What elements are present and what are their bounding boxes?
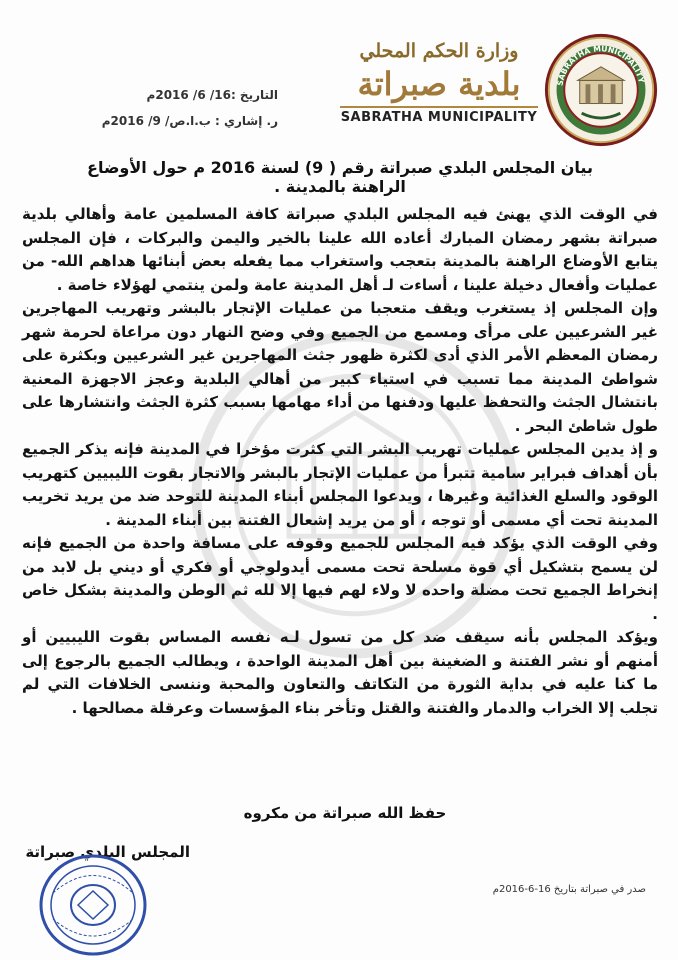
official-stamp-icon bbox=[38, 853, 148, 957]
closing-prayer: حفظ الله صبراتة من مكروه bbox=[243, 804, 447, 822]
issued-note: صدر في صبراتة بتاريخ 16-6-2016م bbox=[492, 884, 646, 895]
statement-body bbox=[22, 203, 658, 720]
paragraph-4: وفي الوقت الذي يؤكد فيه المجلس للجميع وقوفه على مسافة واحدة من الجميع فإنه لن يسمح بتشكيل أي قوة مسلحة تحت مسمى أيدولوجي أو فكري أو ديني بل لابد من إنخراط الجميع تحت مضلة واحده لا ولاء لهم فيها إلا لله ثم الوطن والمدينة بشكل خاص . bbox=[22, 534, 658, 623]
reference-line: ر. إشاري : ب.ا.ص/ 9/ 2016م bbox=[101, 114, 278, 128]
paragraph-5: ويؤكد المجلس بأنه سيقف ضد كل من تسول لـه نفسه المساس بقوت الليبيين أو أمنهم أو نشر الفتنة و الضغينة بين أهل المدينة الواحدة ، ويطالب الجميع بالرجوع إلى ما كنا عليه في بداية الثورة من التكاتف والتعاون والمحبة وننسى الخلافات التي لم تجلب إلا الخراب والدمار والفتنة والقتل وتأخر بناء المؤسسات وعرقلة مصالحها . bbox=[22, 628, 658, 717]
municipality-seal-icon bbox=[543, 32, 659, 148]
paragraph-2: وإن المجلس إذ يستغرب ويقف متعجبا من عمليات الإتجار بالبشر وتهريب المهاجرين غير الشرعيين على مرأى ومسمع من الجميع وفي وضح النهار دون مراعاة لحرمة شهر رمضان المعظم الأمر الذي أدى لكثرة ظهور جثث المهاجرين غير الشرعيين وبكثرة على شواطئ المدينة مما تسبب في استياء كبير من أهالي البلدية وعجز الاجهزة المعنية بانتشال الجثث والتحفظ عليها ودفنها من أداء مهامها بسبب كثرة الجثث وانتشارها على طول شاطئ البحر . bbox=[22, 299, 658, 435]
ministry-header bbox=[340, 40, 538, 125]
reference-block bbox=[78, 82, 278, 134]
ministry-name: وزارة الحكم المحلي bbox=[359, 40, 519, 62]
municipality-name-en: SABRATHA MUNICIPALITY bbox=[340, 106, 538, 125]
paragraph-3: و إذ يدين المجلس عمليات تهريب البشر التي كثرت مؤخرا في المدينة فإنه يذكر الجميع بأن أهداف فبراير سامية تتبرأ من عمليات الإتجار بالبشر والاتجار بقوت الليبيين كتهريب الوقود والسلع الغذائية وغيرها ، ويدعوا المجلس أبناء المدينة للتوحد ضد من يريد تخريب المدينة تحت أي مسمى أو توجه ، أو من يريد إشعال الفتنة بين أبناء المدينة . bbox=[22, 440, 658, 529]
statement-title: بيان المجلس البلدي صبراتة رقم ( 9) لسنة 2016 م حول الأوضاع الراهنة بالمدينة . bbox=[87, 158, 593, 196]
date-line: التاريخ :16/ 6/ 2016م bbox=[146, 88, 278, 102]
municipality-name-ar: بلدية صبراتة bbox=[357, 65, 521, 103]
paragraph-1: في الوقت الذي يهنئ فيه المجلس البلدي صبراتة كافة المسلمين عامة وأهالي بلدية صبراتة بشهر رمضان المبارك أعاده الله علينا بالخير واليمن والبركات ، فإن المجلس يتابع الأوضاع الراهنة بالمدينة بتعجب واستغراب مما يفعله بعض أبنائها هداهم الله- من عمليات وأفعال دخيلة علينا ، أساءت لـ أهل المدينة عامة ولمن ينتمي لهؤلاء خاصة . bbox=[22, 205, 658, 294]
seal-text: SABRATHA MUNICIPALITY bbox=[555, 44, 646, 87]
signatory: المجلس البلدي صبراتة bbox=[25, 843, 190, 861]
